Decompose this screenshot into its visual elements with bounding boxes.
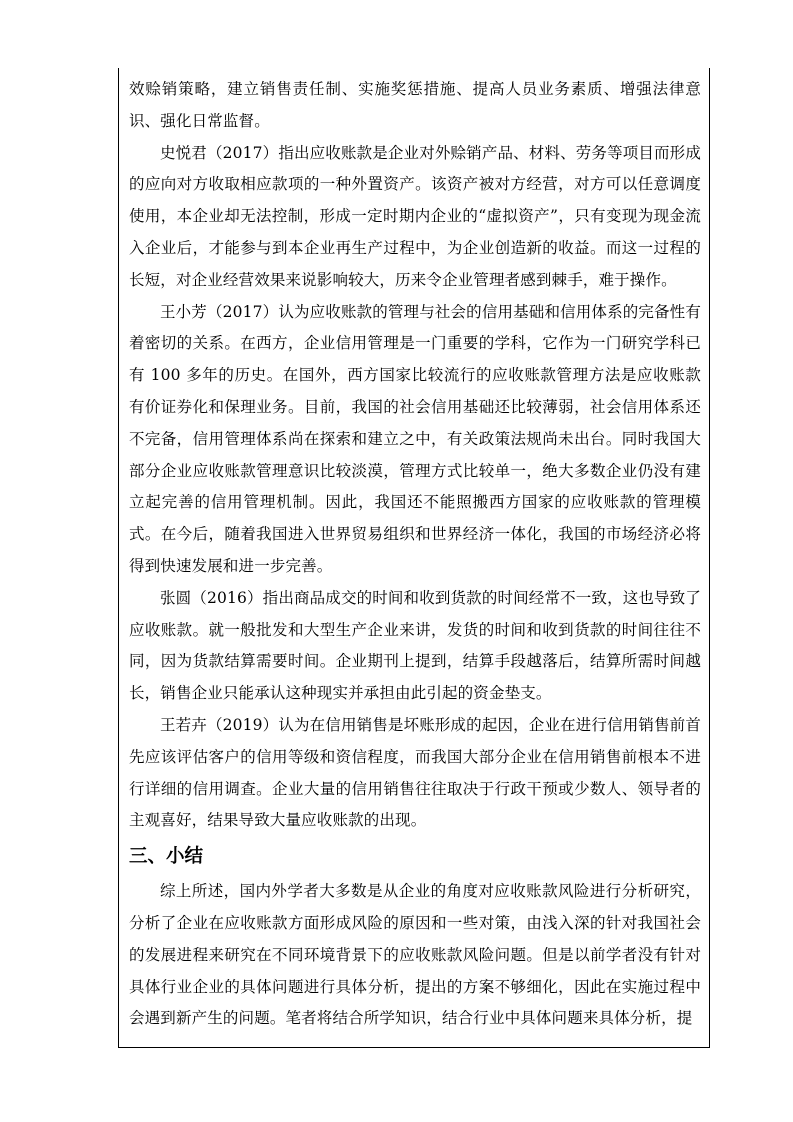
document-table-cell xyxy=(118,68,710,1048)
paragraph-wang-ruohui: 王若卉（2019）认为在信用销售是坏账形成的起因，企业在进行信用销售前首先应该评估客户的信用等级和资信程度，而我国大部分企业在信用销售前根本不进行详细的信用调查。企业大量的信用销售往往取决于行政干预或少数人、领导者的主观喜好，结果导致大量应收账款的出现。 xyxy=(129,715,701,830)
paragraph-zhang-yuan: 张圆（2016）指出商品成交的时间和收到货款的时间经常不一致，这也导致了应收账款。就一般批发和大型生产企业来讲，发货的时间和收到货款的时间往往不同，因为货款结算需要时间。企业期刊上提到，结算手段越落后，结算所需时间越长，销售企业只能承认这种现实并承担由此引起的资金垫支。 xyxy=(129,588,701,703)
paragraph-shi-yuejun: 史悦君（2017）指出应收账款是企业对外赊销产品、材料、劳务等项目而形成的应向对方收取相应款项的一种外置资产。该资产被对方经营，对方可以任意调度使用，本企业却无法控制，形成一定时期内企业的“虚拟资产”，只有变现为现金流入企业后，才能参与到本企业再生产过程中，为企业创造新的收益。而这一过程的长短，对企业经营效果来说影响较大，历来令企业管理者感到棘手，难于操作。 xyxy=(129,143,701,289)
summary-paragraph: 综上所述，国内外学者大多数是从企业的角度对应收账款风险进行分析研究，分析了企业在应收账款方面形成风险的原因和一些对策，由浅入深的针对我国社会的发展进程来研究在不同环境背景下的应收账款风险问题。但是以前学者没有针对具体行业企业的具体问题进行具体分析，提出的方案不够细化，因此在实施过程中会遇到新产生的问题。笔者将结合所学知识，结合行业中具体问题来具体分析，提 xyxy=(129,882,701,1028)
paragraph-wang-xiaofang: 王小芳（2017）认为应收账款的管理与社会的信用基础和信用体系的完备性有着密切的关系。在西方，企业信用管理是一门重要的学科，它作为一门研究学科已有 100 多年的历史。在国外，西方国家比较流行的应收账款管理方法是应收账款有价证券化和保理业务。目前，我国的社会信用基础还比较薄弱，社会信用体系还不完备，信用管理体系尚在探索和建立之中，有关政策法规尚未出台。同时我国大部分企业应收账款管理意识比较淡漠，管理方式比较单一，绝大多数企业仍没有建立起完善的信用管理机制。因此，我国还不能照搬西方国家的应收账款的管理模式。在今后，随着我国进入世界贸易组织和世界经济一体化，我国的市场经济必将得到快速发展和进一步完善。 xyxy=(129,302,701,575)
continued-paragraph: 效赊销策略，建立销售责任制、实施奖惩措施、提高人员业务素质、增强法律意识、强化日常监督。 xyxy=(129,80,701,130)
section-heading-summary: 三、小结 xyxy=(129,846,204,868)
